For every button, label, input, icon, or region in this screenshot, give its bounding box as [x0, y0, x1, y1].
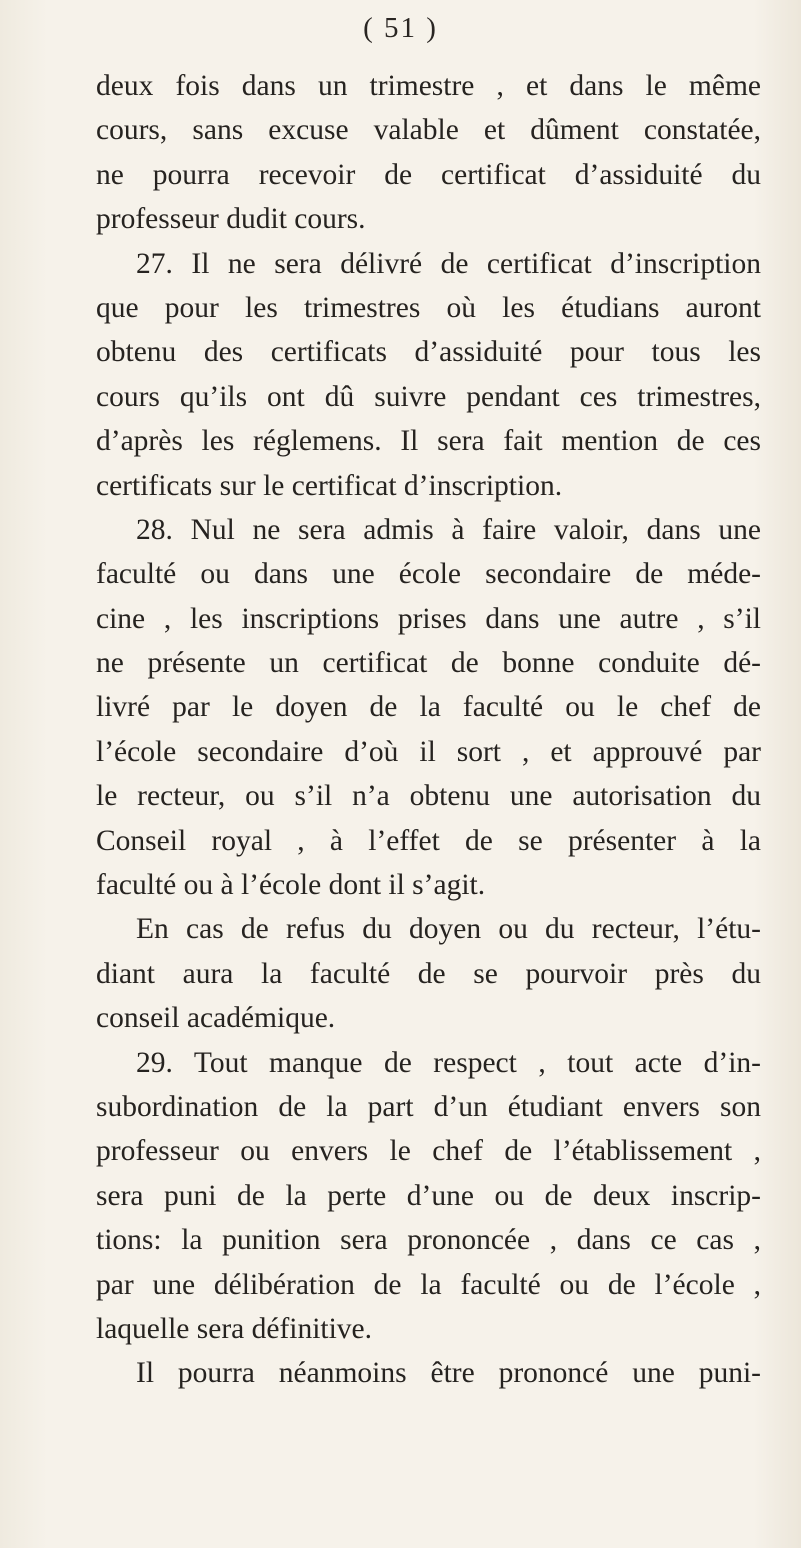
text-line: cours qu’ils ont dû suivre pendant ces trimestres, [96, 380, 761, 413]
text-line: d’après les réglemens. Il sera fait mention de ces [96, 425, 761, 458]
text-line: ne pourra recevoir de certificat d’assiduité du [96, 158, 761, 191]
text-line: tions: la punition sera prononcée , dans ce cas , [96, 1224, 761, 1257]
text-line: certificats sur le certificat d’inscription. [96, 469, 563, 502]
text-line: faculté ou dans une école secondaire de méde- [96, 558, 761, 591]
text-line: deux fois dans un trimestre , et dans le même [96, 70, 761, 102]
text-line: 29. Tout manque de respect , tout acte d’in- [136, 1046, 761, 1079]
text-line: Conseil royal , à l’effet de se présenter à la [96, 824, 761, 857]
text-line: laquelle sera définitive. [96, 1312, 373, 1345]
text-line: En cas de refus du doyen ou du recteur, l’étu- [136, 913, 761, 946]
text-line: subordination de la part d’un étudiant envers son [96, 1090, 761, 1123]
text-line: cine , les inscriptions prises dans une autre , s’il [96, 602, 761, 635]
body-text [96, 64, 761, 1396]
text-line: par une délibération de la faculté ou de l’école , [96, 1268, 761, 1301]
text-line: conseil académique. [96, 1002, 336, 1035]
text-line: 28. Nul ne sera admis à faire valoir, dans une [136, 513, 761, 546]
text-line: cours, sans excuse valable et dûment constatée, [96, 114, 761, 147]
text-line: livré par le doyen de la faculté ou le chef de [96, 691, 761, 724]
text-line: obtenu des certificats d’assiduité pour tous les [96, 336, 761, 369]
page-number: ( 51 ) [363, 12, 438, 44]
text-line: professeur dudit cours. [96, 203, 366, 236]
text-line: 27. Il ne sera délivré de certificat d’inscription [136, 247, 761, 280]
text-line: ne présente un certificat de bonne conduite dé- [96, 647, 761, 680]
text-line: diant aura la faculté de se pourvoir près du [96, 957, 761, 990]
text-line: faculté ou à l’école dont il s’agit. [96, 869, 486, 902]
text-line: l’école secondaire d’où il sort , et approuvé par [96, 735, 761, 768]
text-line: que pour les trimestres où les étudians auront [96, 291, 761, 324]
text-line: le recteur, ou s’il n’a obtenu une autorisation du [96, 780, 761, 813]
text-line: sera puni de la perte d’une ou de deux inscrip- [96, 1179, 761, 1212]
text-line: professeur ou envers le chef de l’établissement , [96, 1135, 761, 1168]
text-line: Il pourra néanmoins être prononcé une puni- [136, 1357, 761, 1390]
